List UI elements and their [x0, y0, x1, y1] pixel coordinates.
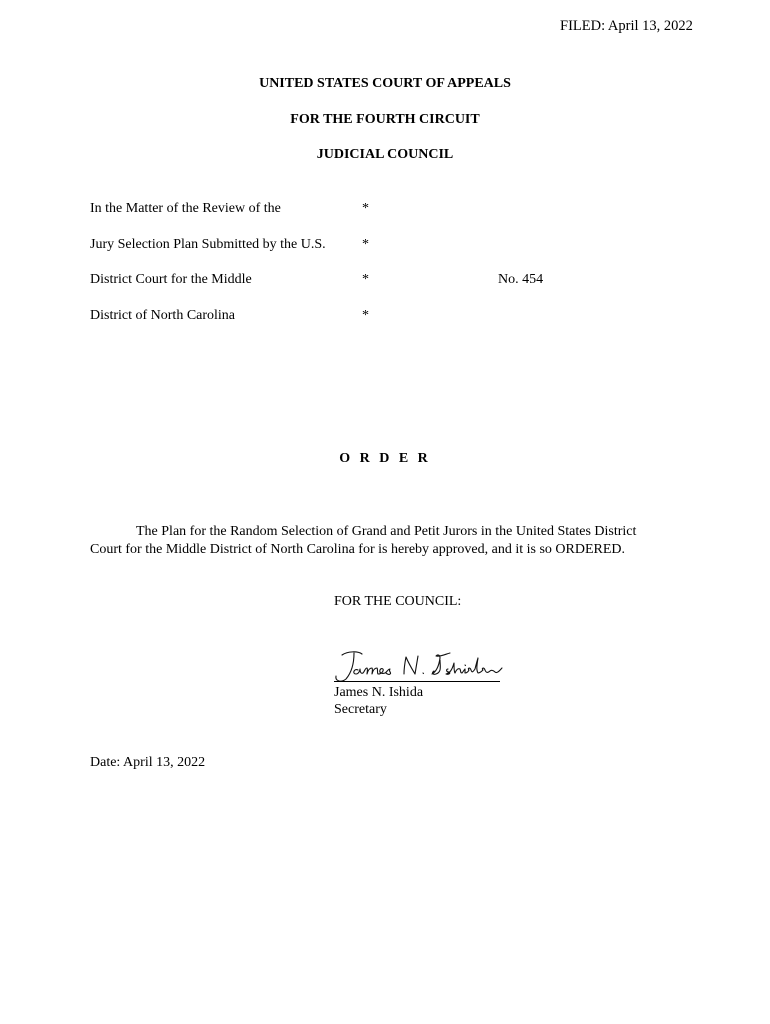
docket-number: No. 454: [498, 272, 544, 287]
caption-separator-star: *: [362, 237, 369, 252]
court-name-heading: UNITED STATES COURT OF APPEALS: [259, 76, 511, 91]
caption-separator-star: *: [362, 201, 369, 216]
signer-name: James N. Ishida: [334, 685, 424, 700]
caption-line: Jury Selection Plan Submitted by the U.S.: [90, 237, 326, 252]
caption-line: District Court for the Middle: [90, 272, 252, 287]
circuit-heading: FOR THE FOURTH CIRCUIT: [290, 112, 480, 127]
caption-line: District of North Carolina: [90, 308, 236, 323]
order-body: [90, 523, 650, 559]
filed-date-stamp: FILED: April 13, 2022: [560, 18, 693, 34]
caption-separator-star: *: [362, 308, 369, 323]
caption-separator-star: *: [362, 272, 369, 287]
handwritten-signature: [332, 648, 504, 684]
council-heading: JUDICIAL COUNCIL: [316, 147, 454, 162]
signature-line: [334, 681, 500, 682]
for-the-council-label: FOR THE COUNCIL:: [334, 594, 462, 609]
order-title: O R D E R: [339, 451, 431, 466]
caption-line: In the Matter of the Review of the: [90, 201, 281, 216]
order-body-text: The Plan for the Random Selection of Grand and Petit Jurors in the United States District Court for the Middle District of North Carolina for is hereby approved, and it is so ORDERED.: [90, 524, 637, 557]
signer-title: Secretary: [334, 702, 387, 717]
order-date: Date: April 13, 2022: [90, 755, 206, 770]
